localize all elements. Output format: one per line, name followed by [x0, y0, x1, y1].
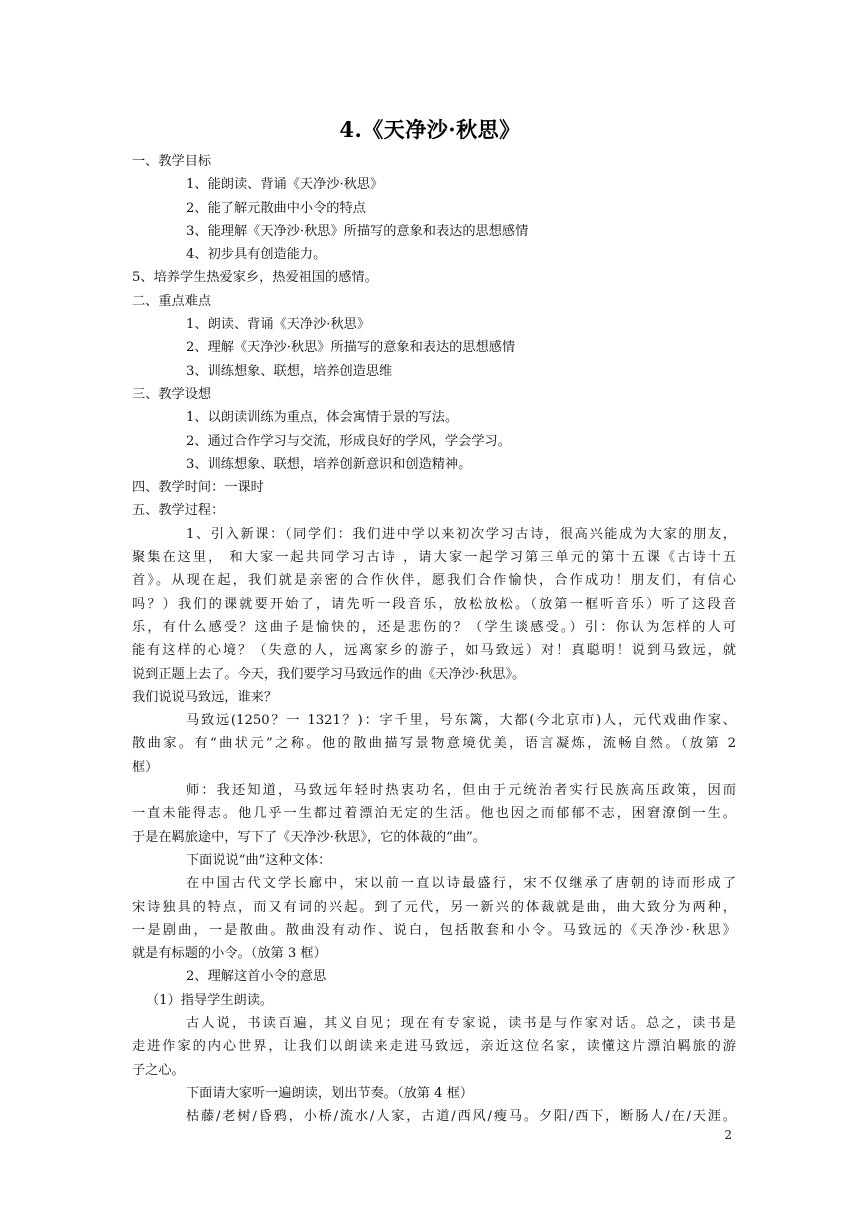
text-line: 宋诗独具的特点，而又有词的兴起。到了元代，另一新兴的体裁就是曲，曲大致分为两种， [132, 899, 736, 915]
text-line: 下面说说“曲”这种文体： [186, 852, 332, 868]
text-line: 散曲家。有“曲状元”之称。他的散曲描写景物意境优美，语言凝炼，流畅自然。（放第 2 [132, 736, 736, 752]
text-line: 于是在羁旅途中，写下了《天净沙·秋思》，它的体裁的“曲”。 [132, 829, 486, 845]
text-line: 2、理解这首小令的意思 [186, 969, 327, 985]
text-line: 说到正题上去了。今天，我们要学习马致远作的曲《天净沙·秋思》。 [132, 666, 526, 682]
text-line: 5、培养学生热爱家乡，热爱祖国的感情。 [132, 270, 378, 286]
document-body [132, 150, 736, 1128]
text-line: 马致远(1250？一 1321？)：字千里，号东篱，大都(今北京市)人，元代戏曲作家、 [186, 713, 736, 729]
text-line: 走进作家的内心世界，让我们以朗读来走进马致远，亲近这位名家，读懂这片漂泊羁旅的游 [132, 1039, 736, 1055]
text-line: 1、以朗读训练为重点，体会寓情于景的写法。 [186, 410, 459, 426]
text-line: 枯藤/老树/昏鸦，小桥/流水/人家，古道/西风/瘦马。夕阳/西下，断肠人/在/天涯。 [186, 1109, 736, 1125]
text-line: 一是剧曲，一是散曲。散曲没有动作、说白，包括散套和小令。马致远的《天净沙·秋思》 [132, 922, 736, 938]
text-line: 下面请大家听一遍朗读，划出节奏。（放第 4 框） [186, 1085, 474, 1101]
text-line: 吗？）我们的课就要开始了，请先听一段音乐，放松放松。（放第一框听音乐）听了这段音 [132, 596, 736, 612]
text-line: 乐，有什么感受？这曲子是愉快的，还是悲伤的？（学生谈感受。）引：你认为怎样的人可 [132, 619, 736, 635]
text-line: 4、初步具有创造能力。 [186, 247, 327, 263]
page-number: 2 [724, 1128, 732, 1142]
text-line: 我们说说马致远，谁来？ [132, 689, 278, 705]
text-line: 2、能了解元散曲中小令的特点 [186, 200, 366, 216]
document-title: 4.《天净沙·秋思》 [339, 117, 521, 142]
text-line: 一直未能得志。他几乎一生都过着漂泊无定的生活。他也因之而郁郁不志，困窘潦倒一生。 [132, 806, 736, 822]
text-line: 一、教学目标 [132, 154, 212, 169]
text-line: 1、能朗读、背诵《天净沙·秋思》 [186, 177, 384, 193]
text-line: 3、训练想象、联想，培养创新意识和创造精神。 [186, 456, 472, 472]
text-line: 古人说，书读百遍，其义自见；现在有专家说，读书是与作家对话。总之，读书是 [186, 1015, 736, 1031]
text-line: （1）指导学生朗读。 [146, 992, 274, 1008]
text-line: 能有这样的心境？（失意的人，远离家乡的游子，如马致远）对！真聪明！说到马致远，就 [132, 643, 736, 659]
text-line: 框） [132, 759, 159, 775]
text-line: 师：我还知道，马致远年轻时热衷功名，但由于元统治者实行民族高压政策，因而 [186, 783, 736, 799]
text-line: 二、重点难点 [132, 293, 212, 309]
text-line: 五、教学过程： [132, 503, 225, 519]
text-line: 3、能理解《天净沙·秋思》所描写的意象和表达的思想感情 [186, 223, 529, 239]
text-line: 聚集在这里， 和大家一起共同学习古诗 ，请大家一起学习第三单元的第十五课《古诗十五 [132, 550, 736, 566]
text-line: 就是有标题的小令。（放第 3 框） [132, 946, 327, 962]
text-line: 三、教学设想 [132, 386, 212, 402]
text-line: 在中国古代文学长廊中，宋以前一直以诗最盛行，宋不仅继承了唐朝的诗而形成了 [186, 876, 736, 892]
text-line: 3、训练想象、联想，培养创造思维 [186, 363, 393, 379]
text-line: 1、朗读、背诵《天净沙·秋思》 [186, 317, 371, 333]
text-line: 1、引入新课：（同学们：我们进中学以来初次学习古诗，很高兴能成为大家的朋友， [186, 526, 736, 542]
text-line: 首》。从现在起，我们就是亲密的合作伙伴，愿我们合作愉快，合作成功！朋友们，有信心 [132, 573, 736, 589]
text-line: 四、教学时间：一课时 [132, 480, 264, 496]
text-line: 2、通过合作学习与交流，形成良好的学风，学会学习。 [186, 433, 511, 449]
text-line: 2、理解《天净沙·秋思》所描写的意象和表达的思想感情 [186, 340, 516, 356]
text-line: 子之心。 [132, 1062, 185, 1078]
